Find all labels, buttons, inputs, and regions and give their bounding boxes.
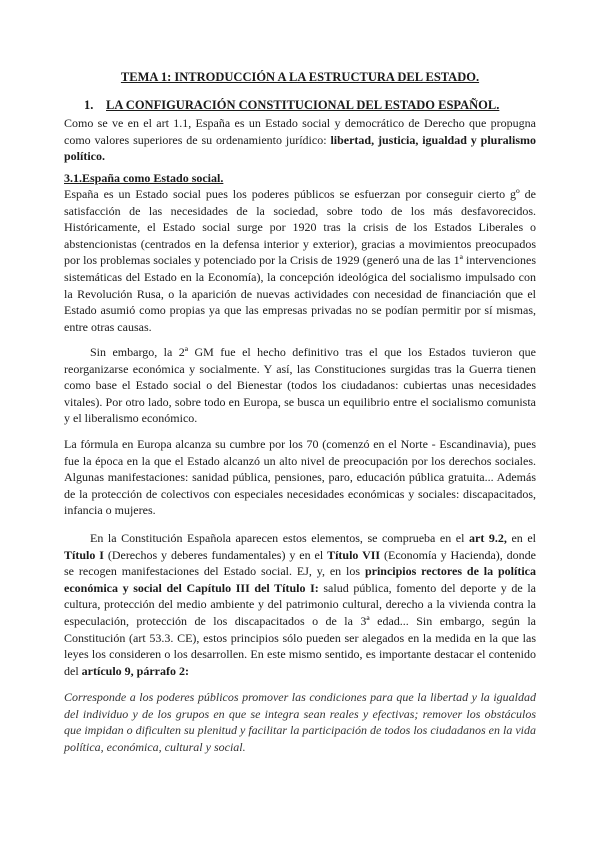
p4-text-1: En la Constitución Española aparecen estos elementos, se comprueba en el bbox=[90, 531, 469, 545]
p4-bold-art9: art 9.2, bbox=[469, 531, 507, 545]
section-heading-text: LA CONFIGURACIÓN CONSTITUCIONAL DEL ESTADO ESPAÑOL. bbox=[106, 98, 500, 112]
paragraph-1: España es un Estado social pues los poderes públicos se esfuerzan por conseguir cierto gº de satisfacción de las necesidades de la sociedad, sobre todo de los más desfavorecidos. Históricamente, el Estado social surge por 1920 tras la crisis de los Estados Liberales o abstencionistas (centrados en la defensa interior y exterior), gracias a movimientos preocupados por los problemas sociales y potenciado por la Crisis de 1929 (generó una de las 1ª intervenciones sistemáticas del Estado en la Economía), la concepción ideológica del socialismo impulsado con la Revolución Rusa, o la aparición de nuevas actividades con necesidad de financiación que el Estado asumió como propias ya que las empresas privadas no se podían permitir por sí mismas, entre otras causas. bbox=[64, 187, 536, 334]
p4-text-5: salud pública, fomento del deporte y de la cultura, protección del medio ambiente y del patrimonio cultural, derecho a la vivienda contra la especulación, protección de los discapacitados o de la 3ª edad... Sin embargo, según la Constitución (art 53.3. CE), estos principios sólo pueden ser alegados en la medida en la que las leyes los consideren o los desarrollen. En este mismo sentido, es importante destacar el contenido del bbox=[64, 580, 536, 678]
constitution-quote: Corresponde a los poderes públicos promover las condiciones para que la libertad y la igualdad del individuo y de los grupos en que se integra sean reales y efectivas; remover los obstáculos que impidan o dificulten su plenitud y facilitar la participación de todos los ciudadanos en la vida política, económica, cultural y social. bbox=[64, 690, 536, 754]
section-heading bbox=[84, 98, 536, 113]
p4-bold-articulo9: artículo 9, párrafo 2: bbox=[81, 663, 189, 678]
p4-text-4: (Economía y Hacienda), donde se recogen manifestaciones del Estado social. EJ, y, en los bbox=[64, 547, 536, 579]
intro-paragraph bbox=[64, 115, 536, 165]
p4-text-3: (Derechos y deberes fundamentales) y en el bbox=[103, 547, 328, 562]
p4-text-2: en el bbox=[506, 531, 536, 545]
p4-bold-principios: principios rectores de la política económica y social del Capítulo III del Título I: bbox=[64, 564, 536, 595]
intro-values: libertad, justicia, igualdad y pluralismo político. bbox=[64, 132, 536, 164]
intro-text: Como se ve en el art 1.1, España es un Estado social y democrático de Derecho que propugna como valores superiores de su ordenamiento jurídico: bbox=[64, 116, 536, 147]
paragraph-3: La fórmula en Europa alcanza su cumbre por los 70 (comenzó en el Norte - Escandinavia), pues fue la época en la que el Estado alcanzó un alto nivel de preocupación por los derechos sociales. Algunas manifestaciones: sanidad pública, pensiones, paro, educación pública gratuita... Además de la protección de colectivos con especiales necesidades económicas y sociales: discapacitados, infancia o mujeres. bbox=[64, 437, 536, 518]
page-title: TEMA 1: INTRODUCCIÓN A LA ESTRUCTURA DEL ESTADO. bbox=[120, 70, 480, 84]
p4-bold-titulo7: Título VII bbox=[327, 547, 381, 562]
subsection-heading: 3.1.España como Estado social. bbox=[64, 171, 224, 185]
p4-bold-titulo1: Título I bbox=[64, 547, 104, 562]
paragraph-2: Sin embargo, la 2ª GM fue el hecho definitivo tras el que los Estados tuvieron que reorganizarse económica y socialmente. Y así, las Constituciones surgidas tras la Guerra tienen como base el Estado social o del Bienestar (todos los ciudadanos: cubiertas unas necesidades vitales). Por otro lado, sobre todo en Europa, se busca un equilibrio entre el socialismo comunista y el liberalismo económico. bbox=[64, 345, 536, 426]
section-number: 1. bbox=[84, 98, 94, 112]
paragraph-4 bbox=[64, 530, 536, 679]
